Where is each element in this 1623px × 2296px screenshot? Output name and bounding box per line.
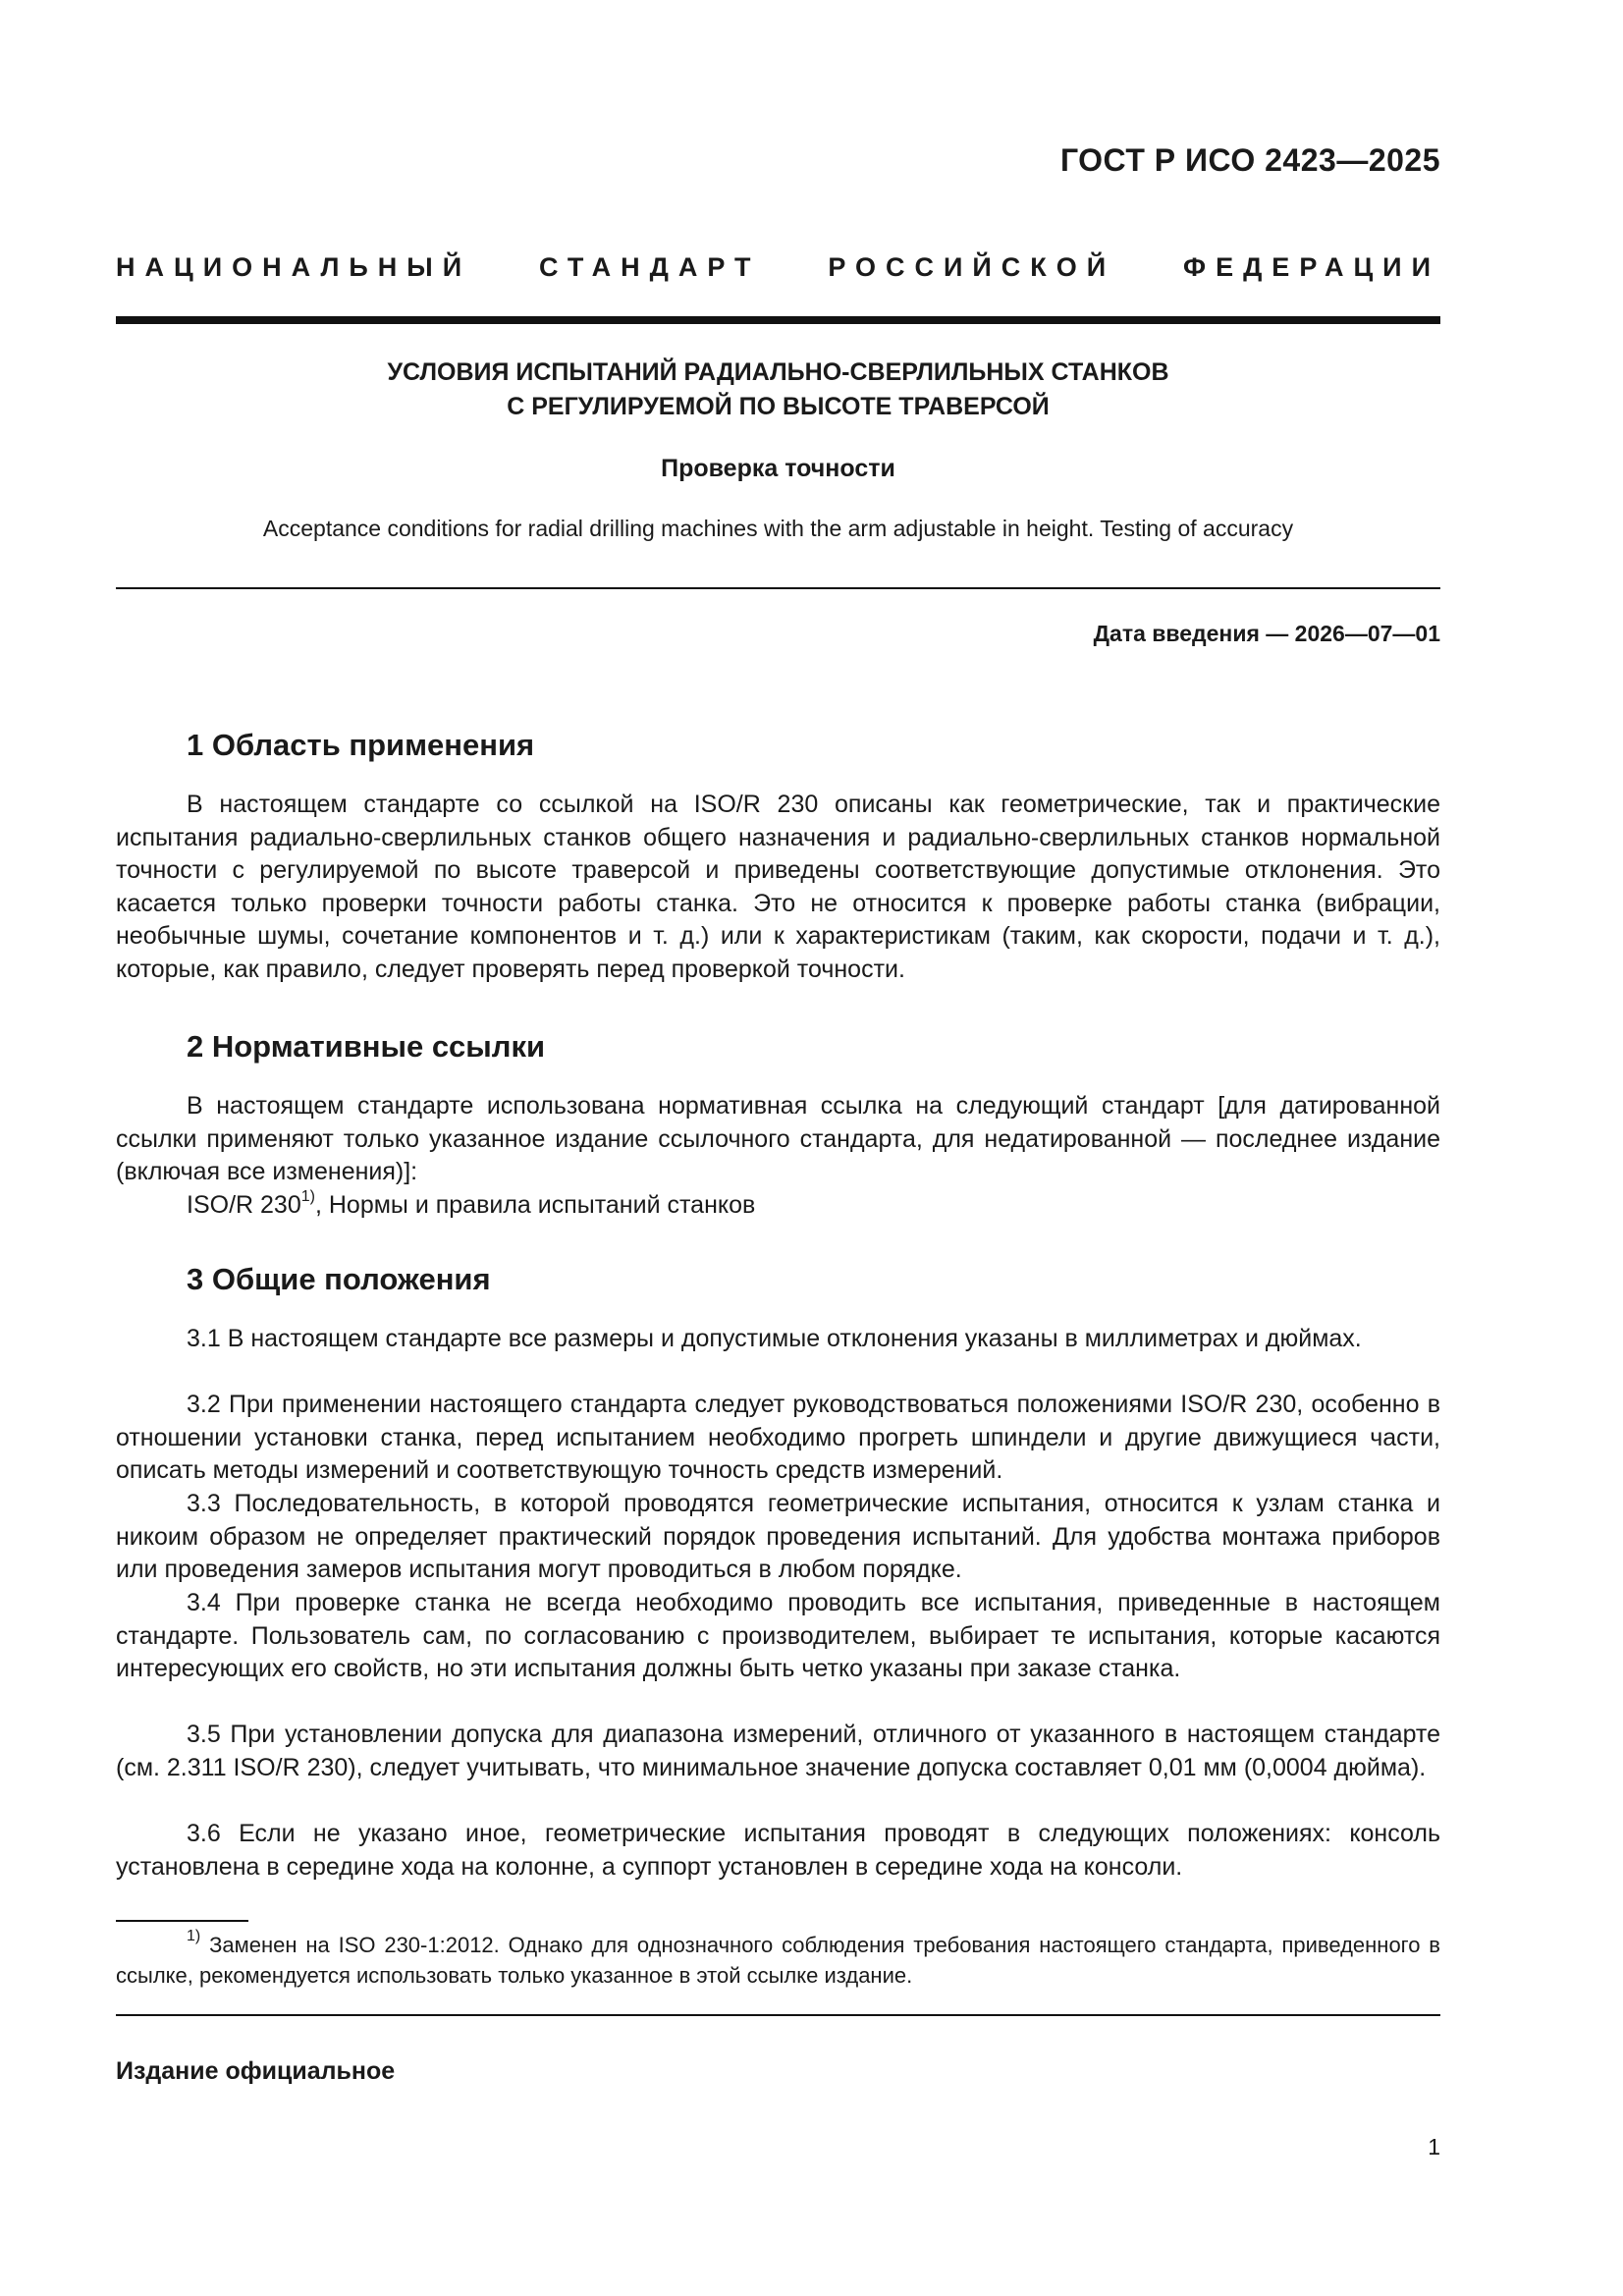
clause-3-4: 3.4 При проверке станка не всегда необходимо проводить все испытания, приведенные в настоящем стандарте. Пользователь сам, по согласованию с производителем, выбирает те испытания, которые касаются интересующих его свойств, но эти испытания должны быть четко указаны при заказе станка.: [116, 1589, 1440, 1683]
clause-3-1: 3.1 В настоящем стандарте все размеры и допустимые отклонения указаны в миллиметрах и дюймах.: [187, 1325, 1362, 1352]
document-subtitle: Проверка точности: [661, 455, 895, 482]
title-line-2: С РЕГУЛИРУЕМОЙ ПО ВЫСОТЕ ТРАВЕРСОЙ: [507, 393, 1050, 420]
header-rule: [116, 316, 1440, 324]
footnote: [116, 1930, 1440, 1991]
page-number: 1: [1428, 2134, 1440, 2159]
edition-label: Издание официальное: [116, 2057, 396, 2085]
standard-code: ГОСТ Р ИСО 2423—2025: [1059, 142, 1440, 178]
reference-title: , Нормы и правила испытаний станков: [314, 1191, 756, 1219]
clause-3-6: 3.6 Если не указано иное, геометрические испытания проводят в следующих положениях: консоль установлена в середине хода на колонне, а суппорт установлен в середине хода на консоли.: [116, 1820, 1440, 1881]
clause-3-3: 3.3 Последовательность, в которой проводятся геометрические испытания, относится к узлам станка и никоим образом не определяет практический порядок проведения испытаний. Для удобства монтажа приборов или проведения замеров испытания могут проводиться в любом порядке.: [116, 1490, 1440, 1584]
section-3-heading: 3 Общие положения: [187, 1262, 491, 1296]
title-line-1: УСЛОВИЯ ИСПЫТАНИЙ РАДИАЛЬНО-СВЕРЛИЛЬНЫХ СТАНКОВ: [387, 358, 1169, 386]
normative-reference: [116, 1189, 1440, 1223]
clause-3-2: 3.2 При применении настоящего стандарта следует руководствоваться положениями ISO/R 230, особенно в отношении установки станка, перед испытанием необходимо прогреть шпиндели и другие движущиеся части, описать методы измерений и соответствующую точность средств измерений.: [116, 1391, 1440, 1485]
title-rule: [116, 587, 1440, 589]
footnote-marker: 1): [187, 1928, 201, 1944]
footer-rule: [116, 2014, 1440, 2016]
footnote-text: Заменен на ISO 230-1:2012. Однако для однозначного соблюдения требования настоящего стандарта, приведенного в ссылке, рекомендуется использовать только указанное в этой ссылке издание.: [116, 1933, 1440, 1988]
section-1-heading: 1 Область применения: [187, 728, 535, 762]
section-2-heading: 2 Нормативные ссылки: [187, 1029, 546, 1064]
section-2-text: В настоящем стандарте использована нормативная ссылка на следующий стандарт [для датированной ссылки применяют только указанное издание ссылочного стандарта, для недатированной — последнее издание (включая все изменения)]:: [116, 1092, 1440, 1186]
document-title: [116, 355, 1440, 424]
section-1-text: В настоящем стандарте со ссылкой на ISO/R 230 описаны как геометрические, так и практические испытания радиально-сверлильных станков общего назначения и радиально-сверлильных станков нормальной точности с регулируемой по высоте траверсой и приведены соответствующие допустимые отклонения. Это касается только проверки точности работы станка. Это не относится к проверке работы станка (вибрации, необычные шумы, сочетание компонентов и т. д.) или к характеристикам (таким, как скорости, подачи и т. д.), которые, как правило, следует проверять перед проверкой точности.: [116, 791, 1440, 983]
clause-3-5: 3.5 При установлении допуска для диапазона измерений, отличного от указанного в настоящем стандарте (см. 2.311 ISO/R 230), следует учитывать, что минимальное значение допуска составляет 0,01 мм (0,0004 дюйма).: [116, 1721, 1440, 1781]
english-title: Acceptance conditions for radial drilling machines with the arm adjustable in height. Testing of accuracy: [262, 516, 1294, 541]
national-standard-banner: НАЦИОНАЛЬНЫЙ СТАНДАРТ РОССИЙСКОЙ ФЕДЕРАЦИИ: [116, 252, 1440, 282]
introduction-date: Дата введения — 2026—07—01: [1093, 621, 1440, 646]
reference-code: ISO/R 230: [187, 1191, 301, 1219]
footnote-ref: 1): [300, 1188, 315, 1205]
footnote-separator: [116, 1920, 248, 1922]
